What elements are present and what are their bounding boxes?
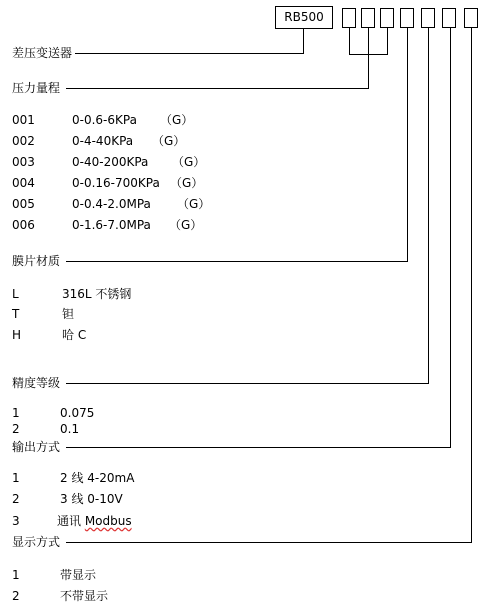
range-value: 0-40-200KPa xyxy=(72,155,149,169)
output-value xyxy=(57,514,132,528)
range-value: 0-0.16-700KPa xyxy=(72,176,160,190)
range-suffix: （G） xyxy=(169,218,203,232)
diaphragm-value: 哈 C xyxy=(62,328,87,342)
diaphragm-value: 316L 不锈钢 xyxy=(62,287,132,301)
connector-output-h xyxy=(66,447,451,448)
output-code: 3 xyxy=(12,514,20,528)
section-display-label: 显示方式 xyxy=(12,535,61,549)
connector-range-c xyxy=(387,28,388,55)
range-value: 0-4-40KPa xyxy=(72,134,134,148)
connector-sensor-h xyxy=(75,53,304,54)
section-sensor-label: 差压变送器 xyxy=(12,46,73,60)
code-slot-7 xyxy=(464,8,478,28)
connector-accuracy-v xyxy=(428,28,429,384)
range-code: 006 xyxy=(12,218,35,232)
section-accuracy-label: 精度等级 xyxy=(12,376,61,390)
connector-accuracy-h xyxy=(66,383,429,384)
diaphragm-code: T xyxy=(12,307,20,321)
connector-range-a xyxy=(349,28,350,55)
connector-range-v xyxy=(368,54,369,89)
section-range-label: 压力量程 xyxy=(12,81,61,95)
range-suffix: （G） xyxy=(172,155,206,169)
diaphragm-value: 钽 xyxy=(62,307,75,321)
range-suffix: （G） xyxy=(177,197,211,211)
range-value: 0-0.6-6KPa xyxy=(72,113,137,127)
output-value-modbus: Modbus xyxy=(84,514,132,528)
range-suffix: （G） xyxy=(160,113,194,127)
range-code: 001 xyxy=(12,113,35,127)
range-code: 005 xyxy=(12,197,35,211)
connector-diaphragm-h xyxy=(66,261,408,262)
range-code: 002 xyxy=(12,134,35,148)
range-suffix: （G） xyxy=(152,134,186,148)
connector-diaphragm-v xyxy=(407,28,408,262)
accuracy-value: 0.1 xyxy=(60,422,80,436)
connector-output-v xyxy=(450,28,451,448)
display-code: 1 xyxy=(12,568,20,582)
display-value: 不带显示 xyxy=(60,589,109,603)
range-value: 0-0.4-2.0MPa xyxy=(72,197,151,211)
range-code: 003 xyxy=(12,155,35,169)
connector-display-h xyxy=(66,542,472,543)
connector-range-h xyxy=(66,88,369,89)
connector-sensor-v xyxy=(303,29,304,54)
output-code: 1 xyxy=(12,471,20,485)
connector-display-v xyxy=(471,28,472,543)
section-output-label: 输出方式 xyxy=(12,440,61,454)
display-value: 带显示 xyxy=(60,568,97,582)
code-slot-5 xyxy=(421,8,435,28)
model-code-box: RB500 xyxy=(275,6,333,29)
accuracy-value: 0.075 xyxy=(60,406,95,420)
output-value-prefix: 通讯 xyxy=(57,514,85,528)
section-diaphragm-label: 膜片材质 xyxy=(12,254,61,268)
accuracy-code: 1 xyxy=(12,406,20,420)
range-suffix: （G） xyxy=(170,176,204,190)
connector-range-b xyxy=(368,28,369,55)
range-value: 0-1.6-7.0MPa xyxy=(72,218,151,232)
range-code: 004 xyxy=(12,176,35,190)
accuracy-code: 2 xyxy=(12,422,20,436)
code-slot-6 xyxy=(442,8,456,28)
display-code: 2 xyxy=(12,589,20,603)
code-slot-3 xyxy=(380,8,394,28)
code-slot-2 xyxy=(361,8,375,28)
code-slot-1 xyxy=(342,8,356,28)
output-value: 3 线 0-10V xyxy=(60,492,123,506)
output-code: 2 xyxy=(12,492,20,506)
diaphragm-code: H xyxy=(12,328,22,342)
diaphragm-code: L xyxy=(12,287,19,301)
output-value: 2 线 4-20mA xyxy=(60,471,135,485)
code-slot-4 xyxy=(400,8,414,28)
